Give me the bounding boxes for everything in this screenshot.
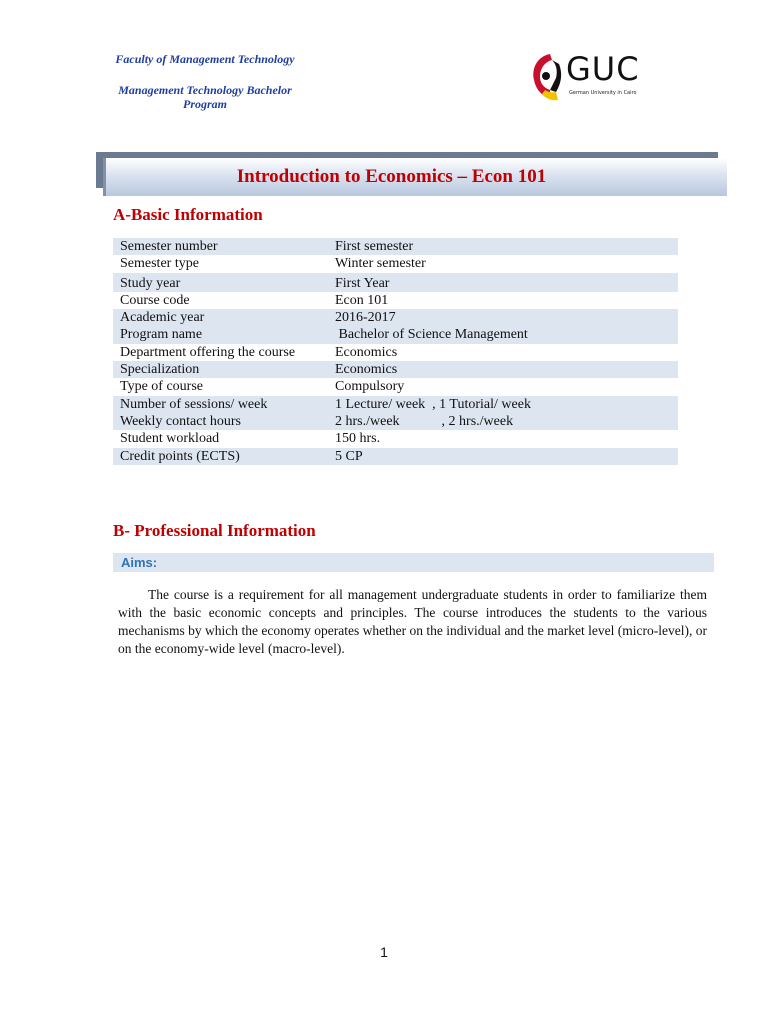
row-label: Weekly contact hours: [113, 413, 328, 430]
row-value: 150 hrs.: [335, 431, 381, 447]
logo-subtext: German University in Cairo: [569, 90, 637, 96]
logo-text: GUC: [566, 50, 640, 88]
row-value: Economics: [328, 361, 678, 378]
page-number: 1: [380, 944, 388, 960]
page-title: Introduction to Economics – Econ 101: [236, 166, 547, 187]
row-label: Study year: [113, 273, 328, 292]
table-row: [113, 361, 678, 378]
row-label: Academic year: [113, 309, 328, 326]
table-row: [113, 309, 678, 326]
row-value: Winter semester: [335, 256, 426, 272]
row-label: Student workload: [120, 431, 220, 447]
section-a-heading: A-Basic Information: [113, 205, 263, 224]
row-value: Bachelor of Science Management: [328, 326, 678, 343]
row-label: Specialization: [113, 361, 328, 378]
table-row: [113, 292, 678, 309]
basic-information-table: [113, 238, 678, 465]
row-label: Program name: [113, 326, 328, 343]
guc-logo-mark-icon: [528, 50, 564, 102]
row-value: First Year: [328, 273, 678, 292]
table-row: [113, 255, 678, 272]
program-line-1: Management Technology Bachelor: [118, 83, 292, 97]
row-label: Number of sessions/ week: [113, 396, 328, 413]
row-value: Compulsory: [335, 379, 405, 395]
table-row: [113, 413, 678, 430]
row-label: Semester number: [113, 238, 328, 255]
title-banner: [103, 158, 727, 196]
row-value: 2016-2017: [328, 309, 678, 326]
faculty-name: Faculty of Management Technology: [115, 52, 295, 66]
row-label: Semester type: [120, 256, 199, 272]
row-label: Course code: [120, 292, 190, 308]
table-row: [113, 273, 678, 292]
section-b-heading: B- Professional Information: [113, 521, 316, 540]
aims-bar: [113, 553, 714, 572]
row-value: First semester: [328, 238, 678, 255]
table-row: [113, 326, 678, 343]
aims-label: Aims:: [121, 555, 158, 570]
program-line-2: Program: [182, 97, 227, 111]
table-row: [113, 448, 678, 465]
row-value: 1 Lecture/ week , 1 Tutorial/ week: [328, 396, 678, 413]
guc-logo: [528, 50, 640, 102]
program-name: [100, 83, 310, 111]
row-value: 2 hrs./week , 2 hrs./week: [328, 413, 678, 430]
table-row: [113, 238, 678, 255]
table-row: [113, 396, 678, 413]
table-row: [113, 344, 678, 361]
aims-paragraph: The course is a requirement for all management undergraduate students in order to familiarize them with the basic economic concepts and principles. The course introduces the students to the various mechanisms by which the economy operates whether on the individual and the market level (micro-level), or on the economy-wide level (macro-level).: [118, 587, 707, 656]
row-value: Economics: [335, 344, 398, 360]
table-row: [113, 378, 678, 395]
row-label: Type of course: [120, 379, 203, 395]
row-value: Econ 101: [335, 292, 389, 308]
row-label: Credit points (ECTS): [113, 448, 328, 465]
row-value: 5 CP: [328, 448, 678, 465]
table-row: [113, 430, 678, 447]
row-label: Department offering the course: [120, 344, 296, 360]
